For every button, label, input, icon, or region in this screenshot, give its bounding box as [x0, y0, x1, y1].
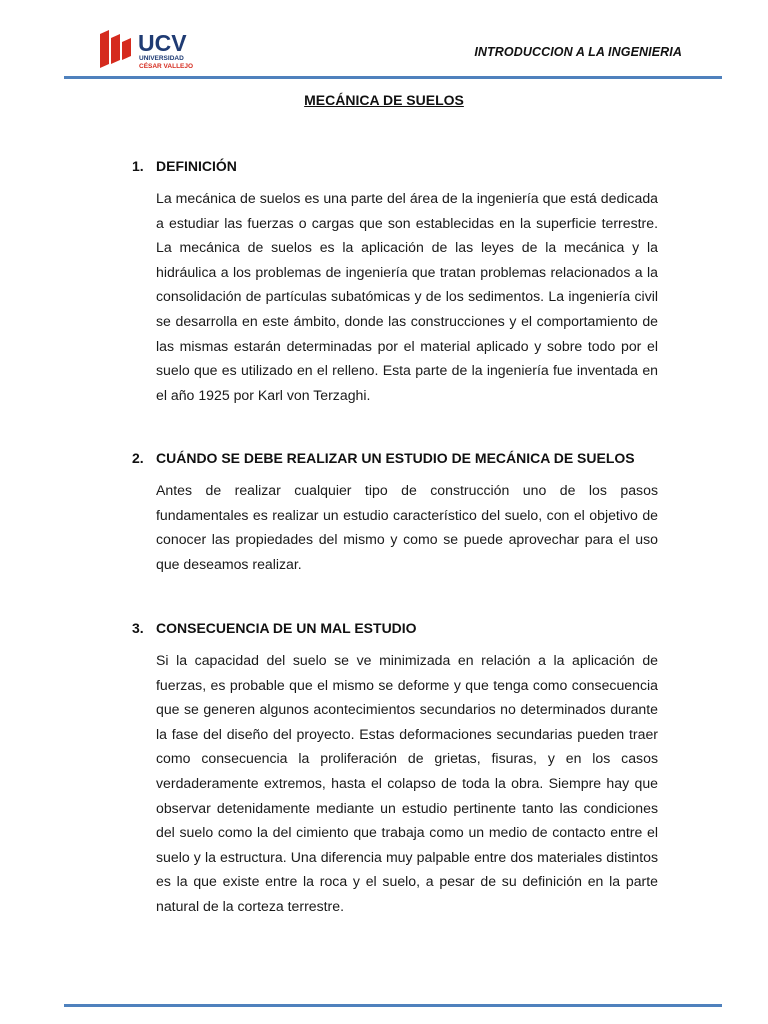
document-title: MECÁNICA DE SUELOS: [304, 92, 464, 108]
section-consecuencia: [132, 618, 658, 919]
section-number: 3.: [132, 620, 144, 636]
ucv-emblem-icon: [100, 30, 131, 68]
section-body: La mecánica de suelos es una parte del área de la ingeniería que está dedicada a estudiar las fuerzas o cargas que son establecidas en la superficie terrestre. La mecánica de suelos es la aplicación de las leyes de la mecánica y la hidráulica a los problemas de ingeniería que tratan problemas relacionados a la consolidación de partículas subatómicas y de los sedimentos. La ingeniería civil se desarrolla en este ámbito, donde las construcciones y el comportamiento de las mismas estarán determinadas por el material aplicado y sobre todo por el suelo que es utilizado en el relleno. Esta parte de la ingeniería fue inventada en el año 1925 por Karl von Terzaghi.: [156, 190, 658, 403]
course-title: INTRODUCCION A LA INGENIERIA: [474, 45, 682, 59]
section-body: Antes de realizar cualquier tipo de construcción uno de los pasos fundamentales es realizar un estudio característico del suelo, con el objetivo de conocer las propiedades del mismo y como se puede aprovechar para el uso que deseamos realizar.: [156, 482, 658, 572]
section-number: 1.: [132, 158, 144, 174]
section-heading: [132, 618, 658, 638]
section-heading-text: CONSECUENCIA DE UN MAL ESTUDIO: [156, 620, 417, 636]
section-heading-text: CUÁNDO SE DEBE REALIZAR UN ESTUDIO DE MECÁNICA DE SUELOS: [156, 450, 635, 466]
section-heading: [132, 156, 658, 176]
section-cuando-estudio: [132, 448, 658, 576]
section-body: Si la capacidad del suelo se ve minimizada en relación a la aplicación de fuerzas, es probable que el mismo se deforme y que tenga como consecuencia que se generen algunos acontecimientos secundarios no determinados durante la fase del diseño del proyecto. Estas deformaciones secundarias pueden traer como consecuencia la proliferación de grietas, fisuras, y en los casos verdaderamente extremos, hasta el colapso de toda la obra. Siempre hay que observar detenidamente mediante un estudio pertinente tanto las condiciones del suelo como la del cimiento que trabaja como un medio de contacto entre el suelo y la estructura. Una diferencia muy palpable entre dos materiales distintos es la que existe entre la roca y el suelo, a pesar de su definición en la parte natural de la corteza terrestre.: [156, 652, 658, 914]
ucv-logo: [100, 28, 210, 72]
section-heading-text: DEFINICIÓN: [156, 158, 237, 174]
footer-rule: [64, 1004, 722, 1007]
logo-line2: CÉSAR VALLEJO: [139, 63, 194, 70]
header-rule: [64, 76, 722, 79]
logo-line1: UNIVERSIDAD: [139, 55, 184, 62]
logo-acronym: UCV: [138, 30, 187, 56]
section-heading: [132, 448, 658, 468]
section-number: 2.: [132, 450, 144, 466]
section-definicion: [132, 156, 658, 407]
